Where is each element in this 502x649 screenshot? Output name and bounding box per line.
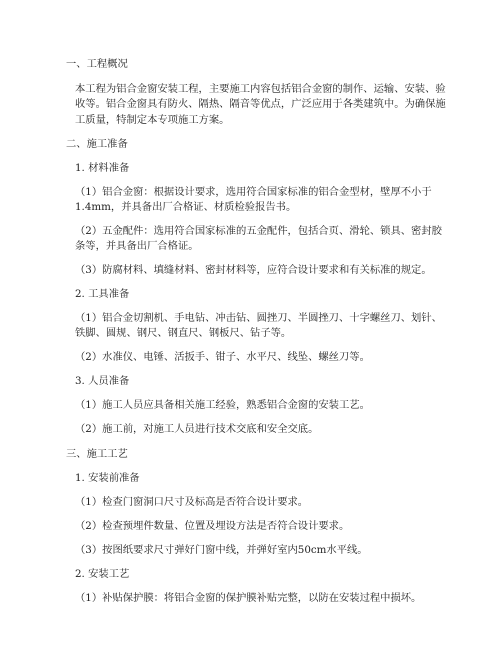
paragraph-line: 收等。铝合金窗具有防火、隔热、隔音等优点，广泛应用于各类建筑中。为确保施 (75, 98, 446, 110)
list-item-line: （2）五金配件：选用符合国家标准的五金配件，包括合页、滑轮、锁具、密封胶 (75, 225, 442, 237)
paragraph-line: 工质量，特制定本专项施工方案。 (75, 114, 230, 126)
list-item-line: （3）防腐材料、填缝材料、密封材料等，应符合设计要求和有关标准的规定。 (75, 264, 432, 276)
subsection-heading-pre-install: 1. 安装前准备 (75, 472, 140, 484)
subsection-heading-install-process: 2. 安装工艺 (75, 568, 130, 580)
list-item-line: 铁脚、圆规、钢尺、钢直尺、钢板尺、钻子等。 (75, 327, 292, 339)
list-item-line: （1）施工人员应具备相关施工经验，熟悉铝合金窗的安装工艺。 (75, 399, 370, 411)
section-heading-overview: 一、工程概况 (66, 58, 128, 70)
list-item-line: （1）铝合金窗：根据设计要求，选用符合国家标准的铝合金型材，壁厚不小于 (75, 186, 432, 198)
list-item-line: （2）水准仪、电锤、活扳手、钳子、水平尺、线坠、螺丝刀等。 (75, 351, 370, 363)
list-item-line: 条等，并具备出厂合格证。 (75, 240, 199, 252)
list-item-line: （3）按图纸要求尺寸弹好门窗中线，并弹好室内50cm水平线。 (75, 544, 368, 556)
list-item-line: （1）检查门窗洞口尺寸及标高是否符合设计要求。 (75, 496, 309, 508)
list-item-line: 1.4mm，并具备出厂合格证、材质检验报告书。 (75, 201, 297, 213)
list-item-line: （1）补贴保护膜：将铝合金窗的保护膜补贴完整，以防在安装过程中损坏。 (75, 592, 422, 604)
subsection-heading-tools: 2. 工具准备 (75, 288, 130, 300)
subsection-heading-personnel: 3. 人员准备 (75, 375, 130, 387)
list-item-line: （2）施工前，对施工人员进行技术交底和安全交底。 (75, 423, 319, 435)
list-item-line: （1）铝合金切割机、手电钻、冲击钻、圆挫刀、半圆挫刀、十字螺丝刀、划针、 (75, 312, 442, 324)
list-item-line: （2）检查预埋件数量、位置及埋设方法是否符合设计要求。 (75, 520, 350, 532)
section-heading-process: 三、施工工艺 (66, 448, 128, 460)
paragraph-line: 本工程为铝合金窗安装工程，主要施工内容包括铝合金窗的制作、运输、安装、验 (75, 83, 446, 95)
subsection-heading-materials: 1. 材料准备 (75, 162, 130, 174)
section-heading-preparation: 二、施工准备 (66, 138, 128, 150)
